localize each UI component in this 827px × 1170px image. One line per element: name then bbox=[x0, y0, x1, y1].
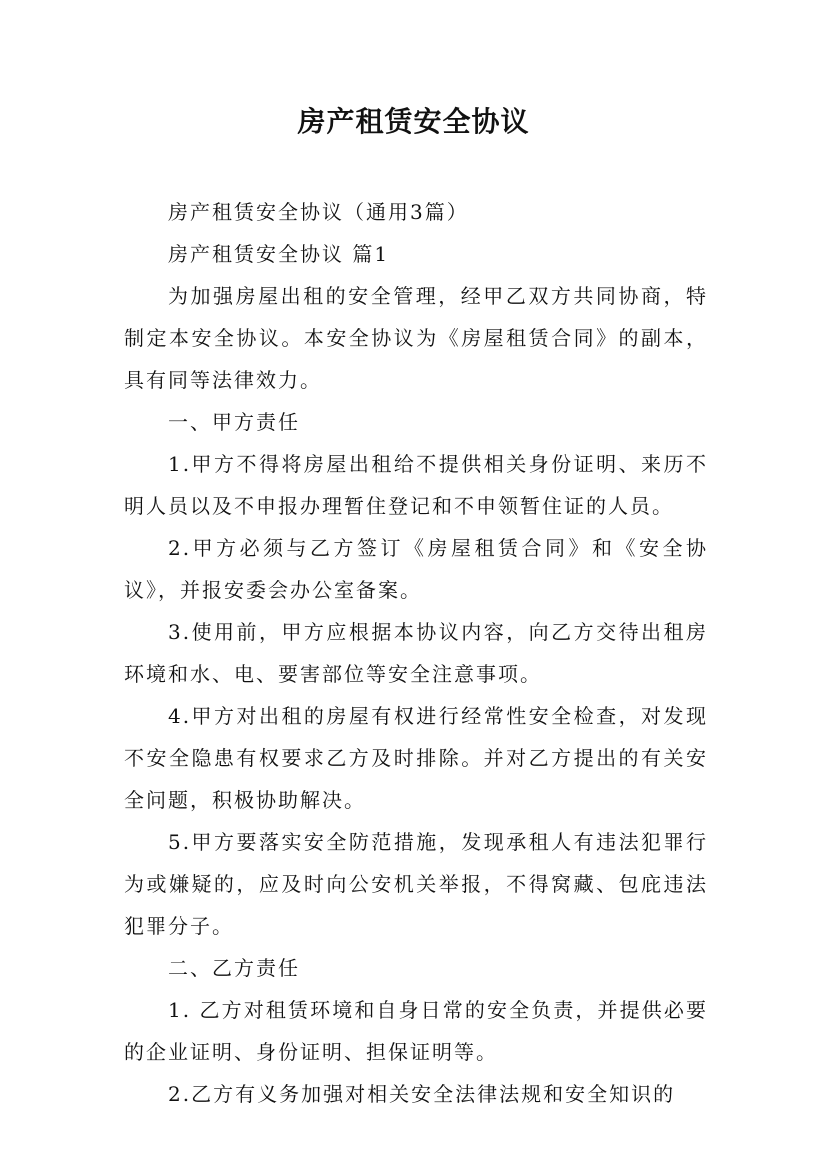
paragraph-section-heading: 房产租赁安全协议 篇1 bbox=[168, 242, 390, 266]
document-title: 房产租赁安全协议 bbox=[297, 105, 530, 138]
party-b-clause-1: 1. 乙方对租赁环境和自身日常的安全负责，并提供必要的企业证明、身份证明、担保证明等。 bbox=[124, 998, 708, 1064]
paragraph-subtitle: 房产租赁安全协议（通用3篇） bbox=[168, 200, 469, 224]
paragraph-intro: 为加强房屋出租的安全管理，经甲乙双方共同协商，特制定本安全协议。本安全协议为《房屋租赁合同》的副本，具有同等法律效力。 bbox=[124, 284, 708, 392]
document-body bbox=[124, 191, 708, 1115]
heading-party-a: 一、甲方责任 bbox=[168, 410, 300, 434]
party-a-clause-5: 5.甲方要落实安全防范措施，发现承租人有违法犯罪行为或嫌疑的，应及时向公安机关举报，不得窝藏、包庇违法犯罪分子。 bbox=[124, 830, 708, 938]
heading-party-b: 二、乙方责任 bbox=[168, 956, 300, 980]
party-a-clause-1: 1.甲方不得将房屋出租给不提供相关身份证明、来历不明人员以及不申报办理暂住登记和不申领暂住证的人员。 bbox=[124, 452, 708, 518]
party-a-clause-4: 4.甲方对出租的房屋有权进行经常性安全检查，对发现不安全隐患有权要求乙方及时排除。并对乙方提出的有关安全问题，积极协助解决。 bbox=[124, 704, 708, 812]
party-a-clause-2: 2.甲方必须与乙方签订《房屋租赁合同》和《安全协议》，并报安委会办公室备案。 bbox=[124, 536, 708, 602]
party-b-clause-2: 2.乙方有义务加强对相关安全法律法规和安全知识的 bbox=[168, 1082, 676, 1106]
party-a-clause-3: 3.使用前，甲方应根据本协议内容，向乙方交待出租房环境和水、电、要害部位等安全注意事项。 bbox=[124, 620, 708, 686]
